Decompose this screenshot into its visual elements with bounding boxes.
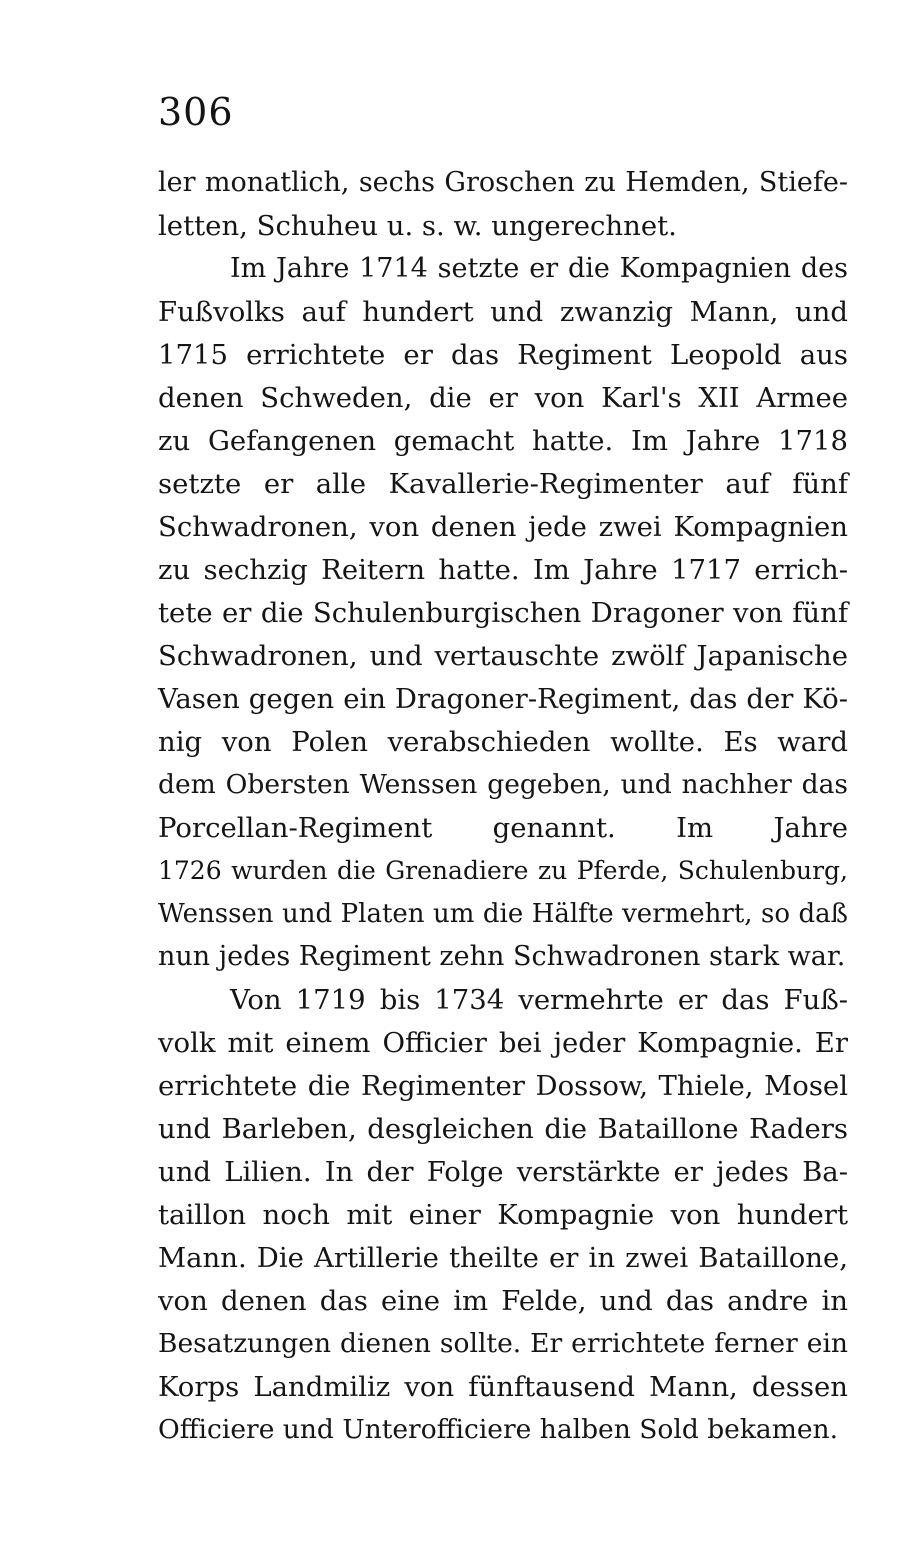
text-line: volk mit einem Officier bei jeder Kompagnie. Er [158,1027,848,1059]
text-line: Vasen gegen ein Dragoner-Regiment, das der Kö- [158,683,848,715]
text-line: taillon noch mit einer Kompagnie von hundert [158,1199,848,1231]
text-line: Fußvolks auf hundert und zwanzig Mann, und [158,296,848,328]
text-line: Schwadronen, und vertauschte zwölf Japanische [158,640,848,672]
text-line: 1726 wurden die Grenadiere zu Pferde, Schulenburg, [158,856,848,885]
text-line: und Barleben, desgleichen die Bataillone Raders [158,1113,848,1145]
text-line: Im Jahre 1714 setzte er die Kompagnien des [230,253,848,284]
text-line: Mann. Die Artillerie theilte er in zwei Bataillone, [158,1242,848,1274]
text-line: letten, Schuheu u. s. w. ungerechnet. [158,210,677,242]
text-line: Porcellan-Regiment genannt. Im Jahre [158,812,848,844]
text-line: 1715 errichtete er das Regiment Leopold aus [158,339,848,371]
text-line: Officiere und Unterofficiere halben Sold bekamen. [158,1414,839,1445]
text-line: und Lilien. In der Folge verstärkte er jedes Ba- [158,1156,848,1188]
text-line: nun jedes Regiment zehn Schwadronen stark war. [158,941,846,972]
text-line: zu Gefangenen gemacht hatte. Im Jahre 1718 [158,425,848,457]
text-line: denen Schweden, die er von Karl's XII Armee [158,382,848,414]
text-line: Wenssen und Platen um die Hälfte vermehrt, so daß [158,899,848,929]
page-number: 306 [158,90,234,134]
text-line: ler monatlich, sechs Groschen zu Hemden, Stiefe- [158,167,848,198]
text-line: zu sechzig Reitern hatte. Im Jahre 1717 errich- [158,554,848,586]
text-line: tete er die Schulenburgischen Dragoner von fünf [158,597,848,629]
text-line: setzte er alle Kavallerie-Regimenter auf fünf [158,468,848,500]
text-line: Besatzungen dienen sollte. Er errichtete ferner ein [158,1328,848,1359]
text-line: Korps Landmiliz von fünftausend Mann, dessen [158,1371,848,1403]
text-line: Schwadronen, von denen jede zwei Kompagnien [158,511,848,543]
text-line: von denen das eine im Felde, und das andre in [158,1285,848,1317]
text-line: nig von Polen verabschieden wollte. Es ward [158,726,848,758]
text-line: Von 1719 bis 1734 vermehrte er das Fuß- [230,984,848,1016]
text-line: errichtete die Regimenter Dossow, Thiele, Mosel [158,1070,848,1102]
text-line: dem Obersten Wenssen gegeben, und nachher das [158,769,848,800]
